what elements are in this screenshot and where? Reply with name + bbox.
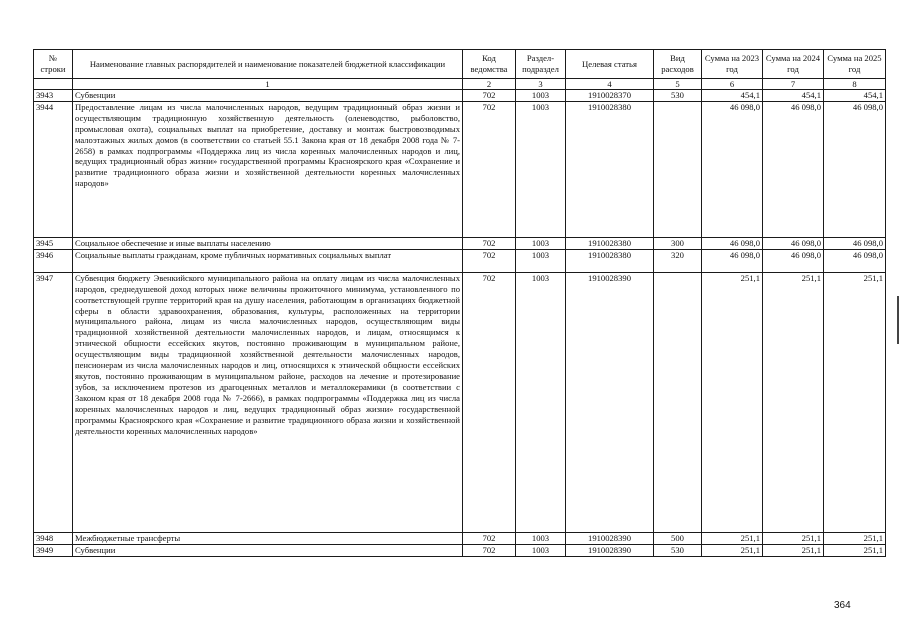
cell-section: 1003 — [516, 249, 566, 272]
page-number: 364 — [834, 600, 851, 611]
cell-section: 1003 — [516, 544, 566, 556]
cell-sum-2024: 251,1 — [763, 272, 824, 532]
cell-sum-2025: 46 098,0 — [824, 101, 886, 237]
cell-sum-2024: 251,1 — [763, 544, 824, 556]
cell-row-number: 3943 — [34, 90, 73, 102]
cell-sum-2023: 46 098,0 — [702, 101, 763, 237]
cell-row-number: 3944 — [34, 101, 73, 237]
col-header-expense-type: Вид расходов — [654, 50, 702, 79]
col-header-target-article: Целевая статья — [566, 50, 654, 79]
cell-sum-2024: 454,1 — [763, 90, 824, 102]
table-row — [34, 532, 886, 544]
cell-row-number: 3945 — [34, 237, 73, 249]
cell-department-code: 702 — [463, 532, 516, 544]
cell-target-article: 1910028370 — [566, 90, 654, 102]
cell-row-number: 3948 — [34, 532, 73, 544]
cell-section: 1003 — [516, 90, 566, 102]
cell-sum-2023: 46 098,0 — [702, 237, 763, 249]
cell-name: Социальные выплаты гражданам, кроме публичных нормативных социальных выплат — [73, 249, 463, 272]
cell-expense-type: 530 — [654, 90, 702, 102]
col-number: 3 — [516, 79, 566, 90]
col-number: 4 — [566, 79, 654, 90]
cell-target-article: 1910028380 — [566, 249, 654, 272]
cell-name: Субвенция бюджету Эвенкийского муниципального района на оплату лицам из числа малочисленных народов, среднедушевой доход которых ниже величины прожиточного минимума, установленного по соответствующей группе территорий края на душу населения, работающим в организациях бюджетной сферы в области здравоохранения, образования, культуры, расположенных на территории муниципального района, лицам из числа малочисленных народов, осуществляющим виды традиционной хозяйственной деятельности малочисленных народов, и лицам, относящимся к этнической общности ессейских якутов, постоянно проживающим в муниципальном районе, осуществляющим виды традиционной хозяйственной деятельности малочисленных народов, пенсионерам из числа малочисленных народов и лиц, относящихся к этнической общности ессейских якутов, постоянно проживающим в муниципальном районе, расходов на лечение и протезирование зубов, за исключением протезов из драгоценных металлов и металлокерамики (в соответствии с Законом края от 18 декабря 2008 года № 7-2666), в рамках подпрограммы «Поддержка лиц из числа коренных малочисленных народов и лиц, ведущих традиционный образ жизни» государственной программы Красноярского края «Сохранение и развитие традиционного образа жизни и хозяйственной деятельности коренных малочисленных народов» — [73, 272, 463, 532]
table-row — [34, 90, 886, 102]
cell-section: 1003 — [516, 237, 566, 249]
col-number: 6 — [702, 79, 763, 90]
cell-sum-2025: 46 098,0 — [824, 237, 886, 249]
cell-target-article: 1910028390 — [566, 272, 654, 532]
col-number — [34, 79, 73, 90]
col-header-row-number: № строки — [34, 50, 73, 79]
cell-sum-2024: 251,1 — [763, 532, 824, 544]
cell-section: 1003 — [516, 532, 566, 544]
column-number-row — [34, 79, 886, 90]
cell-expense-type: 530 — [654, 544, 702, 556]
cell-name: Предоставление лицам из числа малочисленных народов, ведущим традиционный образ жизни и осуществляющим традиционную хозяйственную деятельность (оленеводство, рыболовство, промысловая охота), социальных выплат на приобретение, доставку и монтаж быстровозводимых малоэтажных жилых домов (в соответствии со статьей 55.1 Закона края от 18 декабря 2008 года № 7-2658) в рамках подпрограммы «Поддержка лиц из числа коренных малочисленных народов и лиц, ведущих традиционный образ жизни» государственной программы Красноярского края «Сохранение и развитие традиционного образа жизни и хозяйственной деятельности коренных малочисленных народов» — [73, 101, 463, 237]
cell-expense-type — [654, 101, 702, 237]
cell-department-code: 702 — [463, 237, 516, 249]
cell-sum-2023: 251,1 — [702, 532, 763, 544]
cell-expense-type — [654, 272, 702, 532]
cell-sum-2023: 454,1 — [702, 90, 763, 102]
col-header-section: Раздел-подраздел — [516, 50, 566, 79]
cell-section: 1003 — [516, 101, 566, 237]
cell-target-article: 1910028390 — [566, 544, 654, 556]
col-number: 8 — [824, 79, 886, 90]
cell-sum-2025: 251,1 — [824, 544, 886, 556]
cell-name: Субвенции — [73, 544, 463, 556]
cell-sum-2025: 46 098,0 — [824, 249, 886, 272]
cell-sum-2025: 251,1 — [824, 272, 886, 532]
col-header-sum-2023: Сумма на 2023 год — [702, 50, 763, 79]
col-number: 1 — [73, 79, 463, 90]
cell-expense-type: 320 — [654, 249, 702, 272]
cell-department-code: 702 — [463, 249, 516, 272]
col-number: 2 — [463, 79, 516, 90]
cell-target-article: 1910028390 — [566, 532, 654, 544]
cell-sum-2023: 251,1 — [702, 272, 763, 532]
cell-sum-2023: 46 098,0 — [702, 249, 763, 272]
cell-target-article: 1910028380 — [566, 101, 654, 237]
header-row — [34, 50, 886, 79]
cell-row-number: 3947 — [34, 272, 73, 532]
cell-row-number: 3949 — [34, 544, 73, 556]
cell-department-code: 702 — [463, 544, 516, 556]
cell-department-code: 702 — [463, 272, 516, 532]
table-row — [34, 237, 886, 249]
table-row — [34, 101, 886, 237]
cell-expense-type: 300 — [654, 237, 702, 249]
cell-target-article: 1910028380 — [566, 237, 654, 249]
cell-row-number: 3946 — [34, 249, 73, 272]
cell-sum-2024: 46 098,0 — [763, 101, 824, 237]
cell-department-code: 702 — [463, 101, 516, 237]
cell-department-code: 702 — [463, 90, 516, 102]
cell-name: Субвенции — [73, 90, 463, 102]
cell-sum-2023: 251,1 — [702, 544, 763, 556]
col-header-sum-2024: Сумма на 2024 год — [763, 50, 824, 79]
col-header-department-code: Код ведомства — [463, 50, 516, 79]
table-row — [34, 544, 886, 556]
cell-name: Межбюджетные трансферты — [73, 532, 463, 544]
budget-table — [33, 49, 886, 557]
table-row — [34, 249, 886, 272]
scan-edge-mark — [897, 296, 899, 344]
cell-sum-2024: 46 098,0 — [763, 237, 824, 249]
col-header-sum-2025: Сумма на 2025 год — [824, 50, 886, 79]
col-header-name: Наименование главных распорядителей и наименование показателей бюджетной классификации — [73, 50, 463, 79]
cell-name: Социальное обеспечение и иные выплаты населению — [73, 237, 463, 249]
cell-sum-2025: 251,1 — [824, 532, 886, 544]
col-number: 7 — [763, 79, 824, 90]
cell-sum-2024: 46 098,0 — [763, 249, 824, 272]
cell-expense-type: 500 — [654, 532, 702, 544]
table-row — [34, 272, 886, 532]
cell-sum-2025: 454,1 — [824, 90, 886, 102]
col-number: 5 — [654, 79, 702, 90]
cell-section: 1003 — [516, 272, 566, 532]
